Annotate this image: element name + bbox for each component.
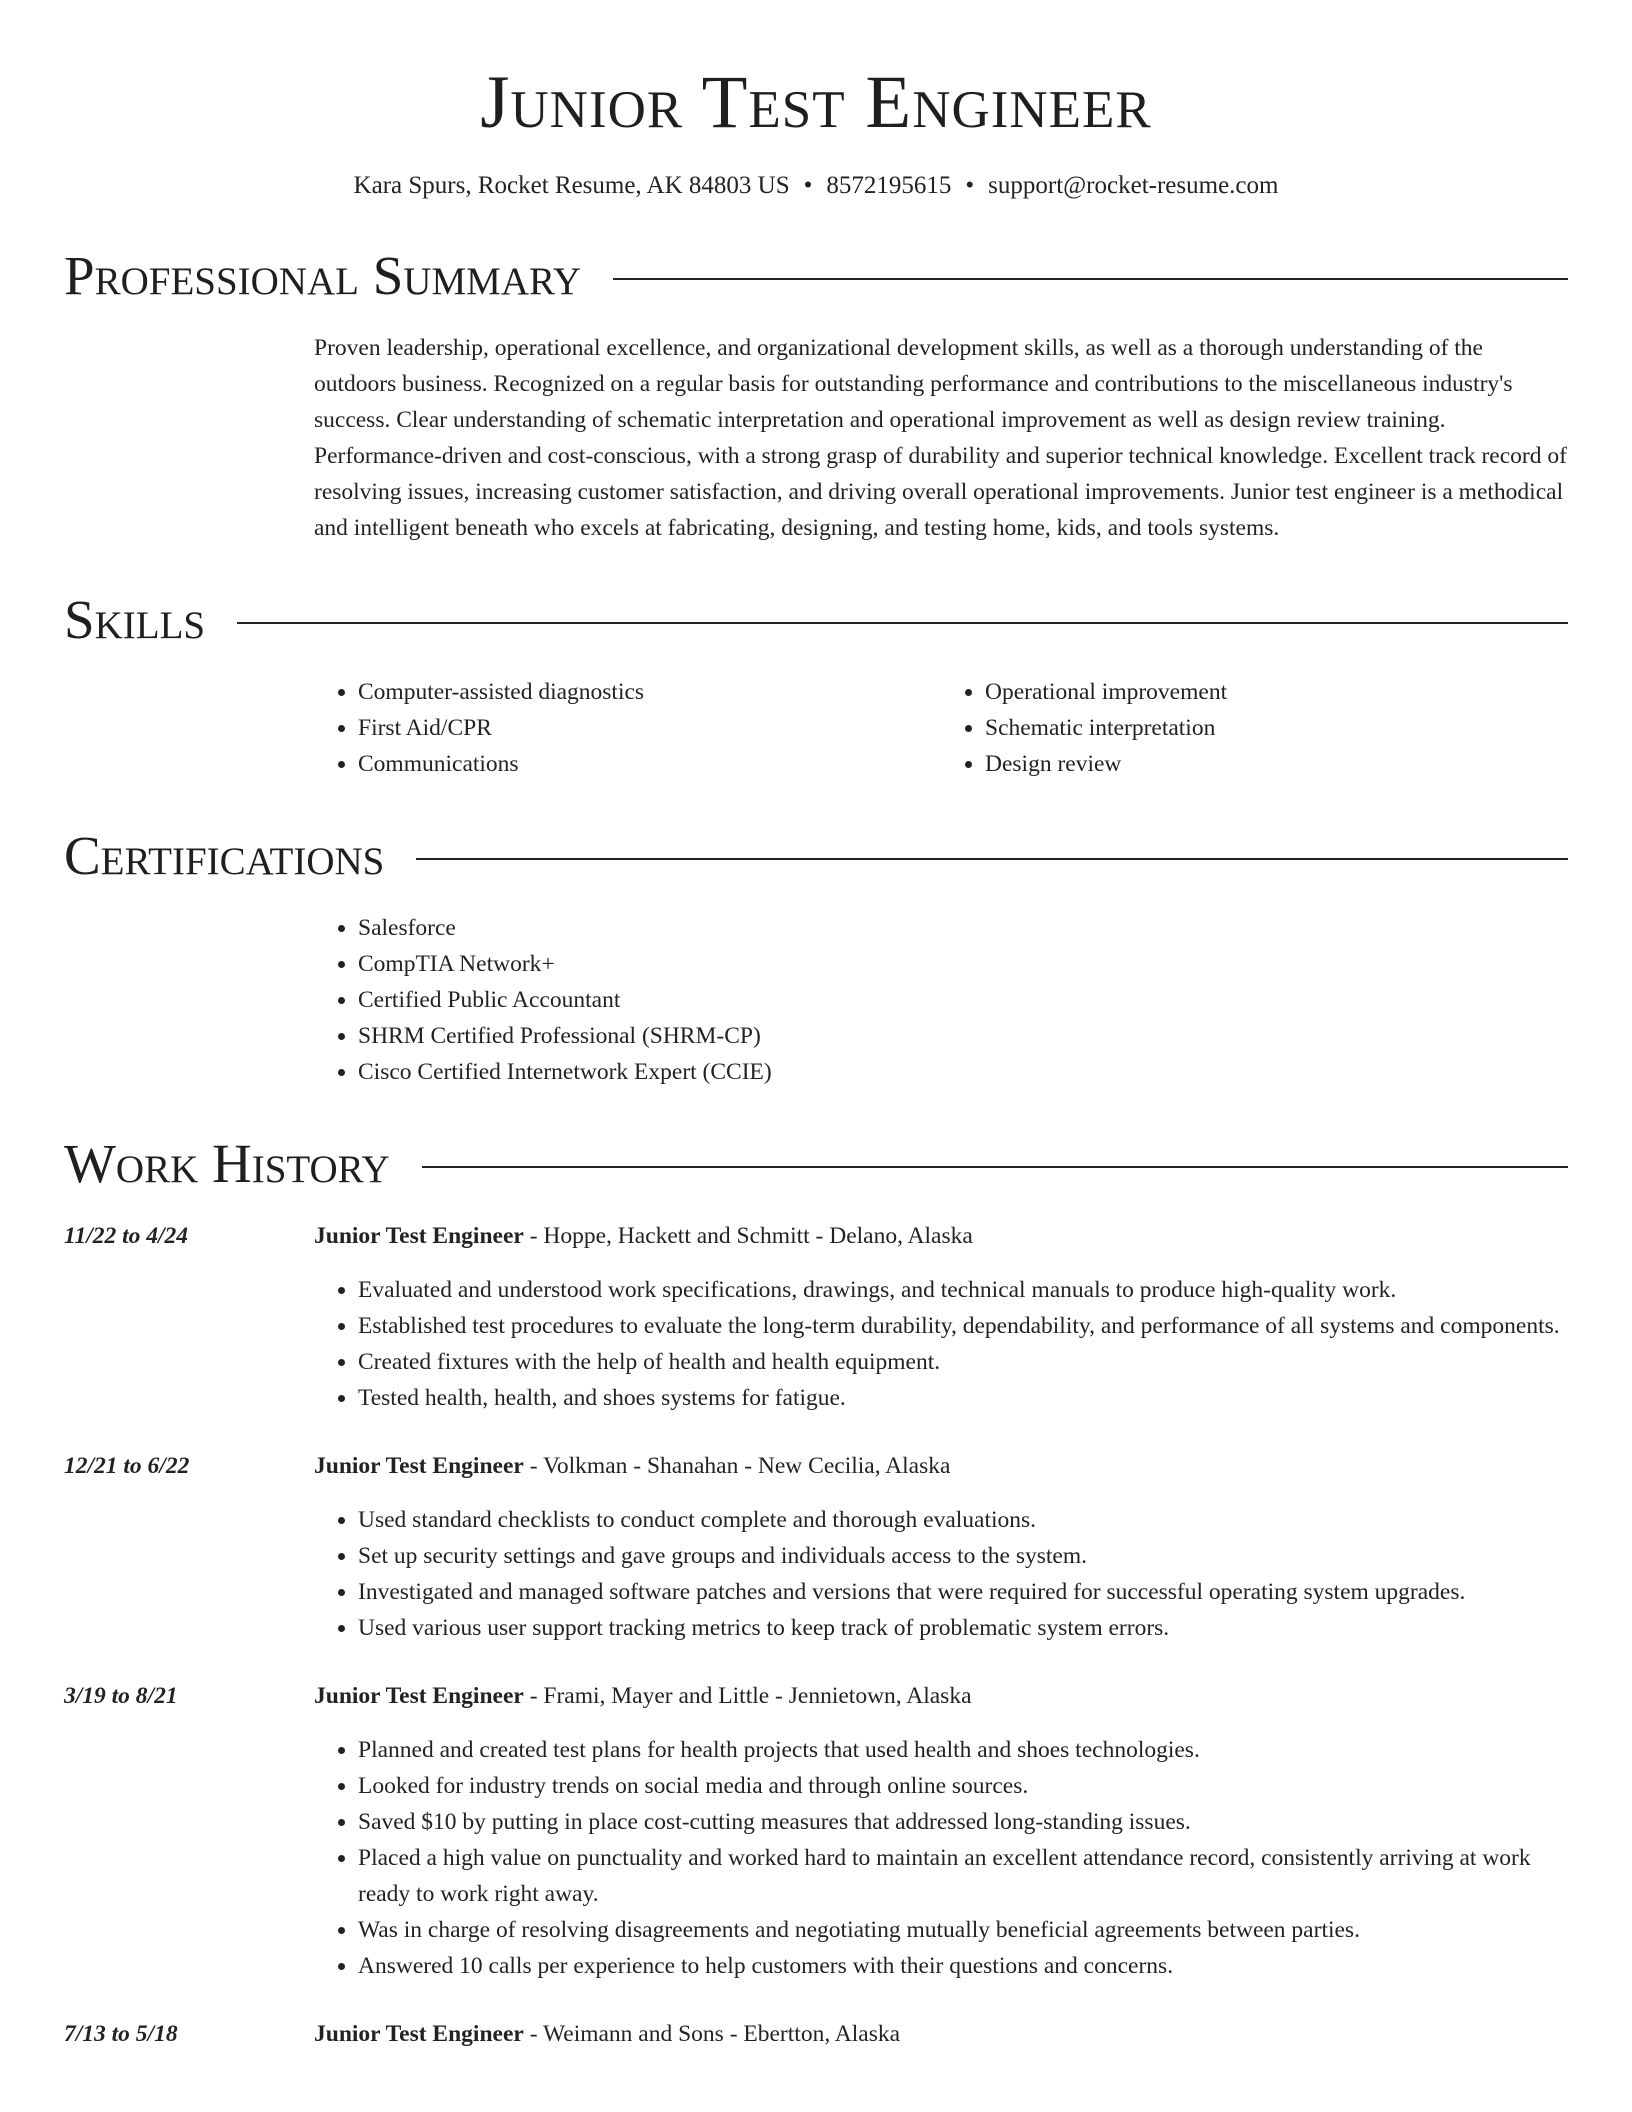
job-bullet: • Investigated and managed software patches and versions that were required for successful operating system upgrades.	[358, 1574, 1568, 1610]
contact-separator: •	[803, 172, 813, 199]
certifications-list	[314, 910, 1568, 1090]
skill-item: • Operational improvement	[985, 674, 1568, 710]
resume-title: Junior Test Engineer	[480, 61, 1152, 144]
work-history-section-header	[64, 1134, 1568, 1194]
job-title-line	[314, 1678, 1568, 1714]
job-bullet: • Answered 10 calls per experience to help customers with their questions and concerns.	[358, 1948, 1568, 1984]
job-bullet: • Used various user support tracking metrics to keep track of problematic system errors.	[358, 1610, 1568, 1646]
job-title: Junior Test Engineer	[314, 1223, 524, 1249]
certification-item: • Cisco Certified Internetwork Expert (CCIE)	[358, 1054, 1568, 1090]
job-title-line	[314, 1218, 1568, 1254]
job-entry	[64, 1218, 1568, 1416]
skills-heading: Skills	[64, 589, 206, 650]
job-entry	[64, 2016, 1568, 2052]
job-dates: 7/13 to 5/18	[64, 2021, 178, 2047]
job-bullet: • Placed a high value on punctuality and worked hard to maintain an excellent attendance record, consistently arriving at work ready to work right away.	[358, 1840, 1568, 1912]
contact-address: Kara Spurs, Rocket Resume, AK 84803 US	[353, 172, 790, 199]
job-bullet: • Planned and created test plans for health projects that used health and shoes technologies.	[358, 1732, 1568, 1768]
certification-item: • Certified Public Accountant	[358, 982, 1568, 1018]
skill-item: • Design review	[985, 746, 1568, 782]
job-employer: - Volkman - Shanahan - New Cecilia, Alaska	[523, 1453, 951, 1479]
job-dates: 11/22 to 4/24	[64, 1223, 189, 1249]
skills-list	[314, 674, 1568, 782]
job-bullet: • Tested health, health, and shoes systems for fatigue.	[358, 1380, 1568, 1416]
skill-item: • Schematic interpretation	[985, 710, 1568, 746]
summary-text: Proven leadership, operational excellence, and organizational development skills, as well as a thorough understanding of the outdoors business. Recognized on a regular basis for outstanding performance and contributions to the miscellaneous industry's success. Clear understanding of schematic interpretation and operational improvement as well as design review training. Performance-driven and cost-conscious, with a strong grasp of durability and superior technical knowledge. Excellent track record of resolving issues, increasing customer satisfaction, and driving overall operational improvements. Junior test engineer is a methodical and intelligent beneath who excels at fabricating, designing, and testing home, kids, and tools systems.	[314, 335, 1567, 541]
job-employer: - Weimann and Sons - Ebertton, Alaska	[523, 2021, 901, 2047]
section-divider	[422, 1166, 1568, 1168]
job-bullet: • Saved $10 by putting in place cost-cutting measures that addressed long-standing issues.	[358, 1804, 1568, 1840]
job-title: Junior Test Engineer	[314, 2021, 524, 2047]
job-bullet: • Was in charge of resolving disagreements and negotiating mutually beneficial agreements between parties.	[358, 1912, 1568, 1948]
job-bullet: • Set up security settings and gave groups and individuals access to the system.	[358, 1538, 1568, 1574]
summary-heading: Professional Summary	[64, 245, 582, 306]
job-employer: - Frami, Mayer and Little - Jennietown, Alaska	[523, 1683, 972, 1709]
job-dates: 3/19 to 8/21	[64, 1683, 178, 1709]
job-title-line	[314, 2016, 1568, 2052]
certification-item: • CompTIA Network+	[358, 946, 1568, 982]
contact-line	[64, 170, 1568, 202]
job-bullet: • Used standard checklists to conduct complete and thorough evaluations.	[358, 1502, 1568, 1538]
work-history-heading: Work History	[64, 1133, 390, 1194]
job-title-line	[314, 1448, 1568, 1484]
job-bullets	[314, 1272, 1568, 1416]
certification-item: • Salesforce	[358, 910, 1568, 946]
skill-item: • First Aid/CPR	[358, 710, 941, 746]
job-title: Junior Test Engineer	[314, 1683, 524, 1709]
contact-separator: •	[965, 172, 975, 199]
job-bullets	[314, 1732, 1568, 1984]
contact-email: support@rocket-resume.com	[988, 172, 1279, 199]
certification-item: • SHRM Certified Professional (SHRM-CP)	[358, 1018, 1568, 1054]
certifications-heading: Certifications	[64, 825, 385, 886]
certifications-section-header	[64, 826, 1568, 886]
job-entry	[64, 1678, 1568, 1984]
work-history-list	[64, 1218, 1568, 2052]
skill-item: • Computer-assisted diagnostics	[358, 674, 941, 710]
job-title: Junior Test Engineer	[314, 1453, 524, 1479]
job-bullet: • Evaluated and understood work specifications, drawings, and technical manuals to produce high-quality work.	[358, 1272, 1568, 1308]
skills-column-left	[314, 674, 941, 782]
section-divider	[237, 622, 1568, 624]
summary-section-header	[64, 246, 1568, 306]
section-divider	[416, 858, 1568, 860]
job-bullet: • Established test procedures to evaluate the long-term durability, dependability, and performance of all systems and components.	[358, 1308, 1568, 1344]
job-dates: 12/21 to 6/22	[64, 1453, 190, 1479]
job-entry	[64, 1448, 1568, 1646]
contact-phone: 8572195615	[826, 172, 952, 199]
job-employer: - Hoppe, Hackett and Schmitt - Delano, Alaska	[523, 1223, 973, 1249]
job-bullets	[314, 1502, 1568, 1646]
skill-item: • Communications	[358, 746, 941, 782]
job-bullet: • Created fixtures with the help of health and health equipment.	[358, 1344, 1568, 1380]
job-bullet: • Looked for industry trends on social media and through online sources.	[358, 1768, 1568, 1804]
section-divider	[613, 278, 1568, 280]
skills-column-right	[941, 674, 1568, 782]
skills-section-header	[64, 590, 1568, 650]
